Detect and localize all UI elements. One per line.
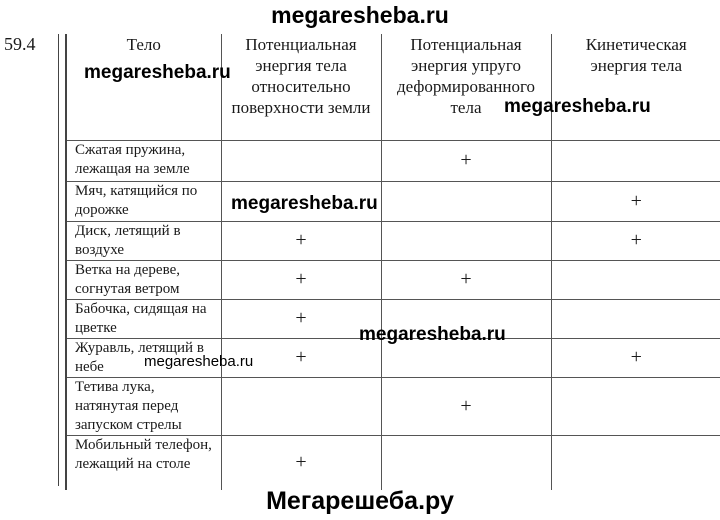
cell-potential-elastic [381,435,551,490]
header-body: Тело [66,34,221,140]
watermark-inline: megaresheba.ru [359,324,506,345]
row-body-label: Ветка на дереве, согнутая ветром [66,260,221,299]
cell-kinetic: + [551,221,720,260]
table-row [66,377,720,435]
cell-kinetic: + [551,338,720,377]
header-kinetic: Кинетическая энергия тела [551,34,720,140]
cell-kinetic [551,140,720,181]
watermark-inline: megaresheba.ru [144,353,254,370]
task-number: 59.4 [4,34,36,54]
cell-potential-elastic: + [381,140,551,181]
cell-potential-ground: + [221,221,381,260]
watermark-inline: megaresheba.ru [84,62,231,83]
cell-potential-ground: + [221,260,381,299]
watermark-inline: megaresheba.ru [231,193,378,214]
watermark-bottom: Мегарешеба.ру [266,487,454,515]
row-body-label: Диск, летящий в воздухе [66,221,221,260]
watermark-inline: megaresheba.ru [504,96,651,117]
cell-potential-ground [221,140,381,181]
row-body-label: Сжатая пружина, лежащая на земле [66,140,221,181]
table-row [66,140,720,181]
header-potential-ground: Потенциальная энергия тела относительно поверхности земли [221,34,381,140]
cell-kinetic: + [551,181,720,221]
row-body-label: Мяч, катящийся по дорожке [66,181,221,221]
table-row [66,435,720,490]
cell-potential-ground: + [221,435,381,490]
cell-kinetic [551,435,720,490]
cell-kinetic [551,299,720,338]
cell-potential-ground: + [221,338,381,377]
table-row [66,260,720,299]
row-body-label: Тетива лука, натянутая перед запуском стрелы [66,377,221,435]
cell-potential-ground [221,377,381,435]
cell-kinetic [551,260,720,299]
header-potential-elastic: Потенциальная энергия упруго деформированного тела [381,34,551,140]
row-body-label: Бабочка, сидящая на цветке [66,299,221,338]
cell-potential-ground: + [221,299,381,338]
cell-potential-elastic [381,181,551,221]
row-body-label: Журавль, летящий в небе [66,338,221,377]
table-row [66,221,720,260]
cell-kinetic [551,377,720,435]
table-row [66,181,720,221]
cell-potential-elastic: + [381,377,551,435]
cell-potential-elastic [381,221,551,260]
cell-potential-elastic: + [381,260,551,299]
row-body-label: Мобильный телефон, лежащий на столе [66,435,221,490]
table-header-row [66,34,720,140]
watermark-top: megaresheba.ru [271,2,449,28]
margin-line [58,34,59,486]
